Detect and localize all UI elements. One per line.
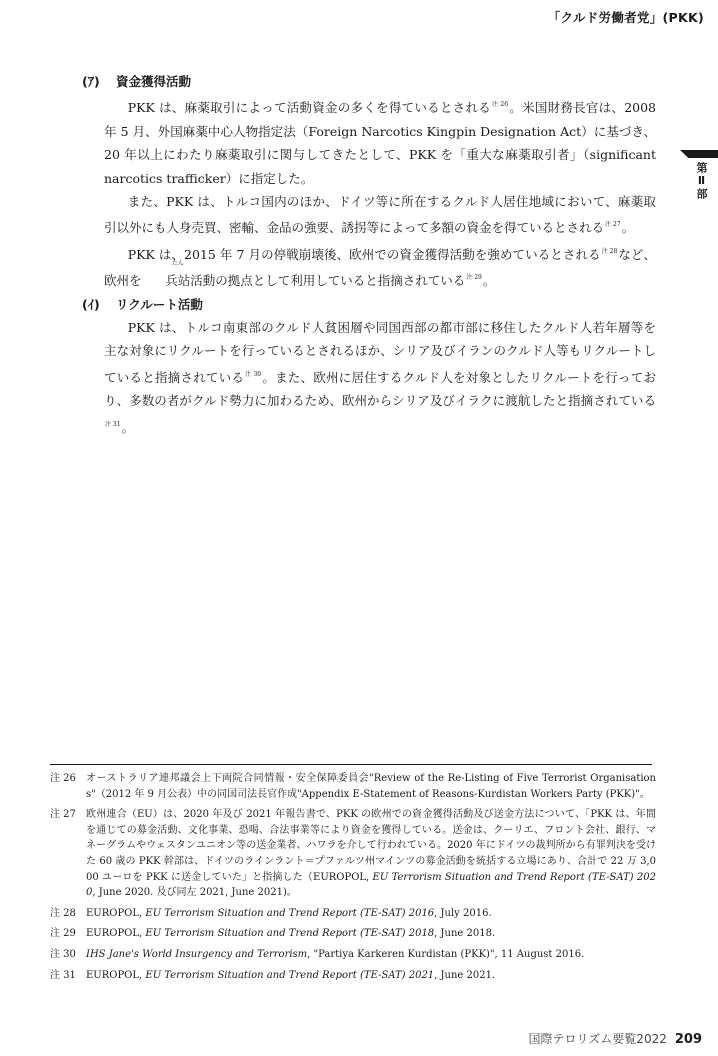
page-footer: [529, 1030, 702, 1047]
ruby-base: 兵站: [165, 273, 191, 289]
footnote-ref[interactable]: 注 27: [605, 221, 621, 229]
footnote-source-title: EU Terrorism Situation and Trend Report (TE-SAT) 2018: [145, 928, 435, 940]
footnote-text: [86, 906, 656, 922]
footnote-text: [86, 968, 656, 984]
paragraph-text: PKK は、トルコ南東部のクルド人貧困層や同国西部の都市部に移住したクルド人若年層等を主な対象にリクルートを行っているとされるほか、シリア及びイランのクルド人等もリクルートしていると指摘されている: [104, 320, 656, 385]
book-title: 国際テロリズム要覧2022: [528, 1032, 667, 1046]
paragraph-text: また、PKK は、トルコ国内のほか、ドイツ等に所在するクルド人居住地域において、麻薬取引以外にも人身売買、密輸、金品の強要、誘拐等によって多額の資金を得ているとされる: [104, 194, 656, 236]
paragraph: [76, 316, 656, 439]
footnote-28: [50, 906, 656, 922]
section-heading-recruitment: [76, 293, 656, 316]
footnote-text: [86, 947, 656, 963]
footnote-label: 注 27: [50, 809, 76, 821]
paragraph: [76, 93, 656, 190]
paragraph-text: 。: [482, 273, 496, 289]
footnote-26: [50, 771, 656, 802]
footnote-label: 注 26: [50, 773, 76, 784]
footnote-text: [86, 926, 656, 942]
footnote-ref[interactable]: 注 29: [466, 274, 482, 282]
footnote-text: [86, 807, 656, 901]
footnote-27: [50, 807, 656, 901]
footnote-text-part: , June 2020. 及び同左 2021, June 2021)。: [92, 887, 297, 899]
running-header-title: 「クルド労働者党」(PKK): [547, 10, 704, 25]
footnote-text-part: , June 2018.: [434, 928, 496, 940]
main-body: [76, 70, 656, 439]
footnote-ref[interactable]: 注 31: [105, 420, 121, 428]
section-number: (ｱ): [82, 74, 100, 89]
footnote-text-part: EUROPOL,: [86, 907, 146, 919]
section-heading-funding: [76, 70, 656, 93]
paragraph: [76, 240, 656, 293]
ruby-annotation: [142, 260, 191, 292]
part-side-tab: [680, 150, 718, 200]
footnote-source-title: IHS Jane's World Insurgency and Terrorism: [86, 948, 308, 960]
footnote-text-part: , "Partiya Karkeren Kurdistan (PKK)", 11 August 2016.: [307, 948, 585, 960]
paragraph-text: 。: [121, 419, 135, 435]
footnote-text-part: EUROPOL,: [86, 969, 146, 981]
page-number: 209: [674, 1032, 702, 1047]
footnote-label: 注 28: [50, 907, 76, 919]
paragraph-text: 。また、欧州に居住するクルド人を対象としたリクルートを行っており、多数の者がクルド勢力に加わるため、欧州からシリア及びイラクに渡航したと指摘されている: [104, 369, 656, 409]
side-tab-label: 第Ⅱ部: [695, 162, 708, 200]
footnote-label: 注 31: [50, 969, 76, 981]
paragraph: [76, 190, 656, 240]
ruby-reading: たん: [171, 260, 184, 268]
footnote-source-title: EU Terrorism Situation and Trend Report (TE-SAT) 2016: [145, 907, 435, 919]
footnote-label: 注 29: [50, 928, 76, 940]
paragraph-text: 。米国財務長官は、2008 年 5 月、外国麻薬中心人物指定法（Foreign Narcotics Kingpin Designation Act）に基づき、20 年以上にわたり麻薬取引に関与してきたとして、PKK を「重大な麻薬取引者」（significant narcotics trafficker）に指定した。: [104, 100, 657, 186]
side-tab-bar: [680, 150, 718, 158]
footnote-text-part: 欧州連合（EU）は、2020 年及び 2021 年報告書で、PKK の欧州での資金獲得活動及び送金方法について、「PKK は、年間を通じての募金活動、文化事業、恐喝、合法事業等により資金を獲得している。送金は、クーリエ、フロント会社、銀行、マネーグラムやウェスタンユニオン等の送金業者、ハワラを介して行われている。2020 年にドイツの裁判所から有罪判決を受けた 60 歳の PKK 幹部は、ドイツのラインラント＝プファルツ州マインツの募金活動を統括する立場にあり、合計で 22 万 3,000 ユーロを PKK に送金していた」と指摘した（EUROPOL,: [86, 809, 656, 883]
footnote-ref[interactable]: 注 26: [491, 101, 509, 109]
section-title: リクルート活動: [116, 296, 203, 312]
footnote-source-title: EU Terrorism Situation and Trend Report (TE-SAT) 2020: [86, 871, 656, 899]
paragraph-text: 。: [621, 220, 635, 236]
footnote-text: オーストラリア連邦議会上下両院合同情報・安全保障委員会"Review of the Re-Listing of Five Terrorist Organisations"（2012 年 9 月公表）中の同国司法長官作成"Appendix E-Statement of Reasons-Kurdistan Workers Party (PKK)"。: [86, 773, 656, 800]
footnote-30: [50, 947, 656, 963]
section-number: (ｲ): [82, 296, 100, 312]
paragraph-text: など、欧州を: [104, 246, 657, 289]
paragraph-text: 活動の拠点として利用していると指摘されている: [190, 273, 466, 289]
footnote-ref[interactable]: 注 28: [601, 247, 618, 255]
paragraph-text: PKK は、2015 年 7 月の停戦崩壊後、欧州での資金獲得活動を強めているとされる: [127, 246, 601, 262]
section-title: 資金獲得活動: [116, 74, 192, 89]
paragraph-text: PKK は、麻薬取引によって活動資金の多くを得ているとされる: [127, 100, 491, 116]
footnotes: [50, 771, 656, 988]
footnote-label: 注 30: [50, 948, 76, 960]
footnote-29: [50, 926, 656, 942]
footnote-ref[interactable]: 注 30: [245, 370, 262, 378]
footnote-divider: [50, 764, 652, 765]
footnote-31: [50, 968, 656, 984]
footnote-text-part: , June 2021.: [434, 969, 496, 981]
footnote-text-part: , July 2016.: [434, 907, 492, 919]
footnote-text-part: EUROPOL,: [86, 928, 146, 940]
footnote-source-title: EU Terrorism Situation and Trend Report (TE-SAT) 2021: [145, 969, 435, 981]
